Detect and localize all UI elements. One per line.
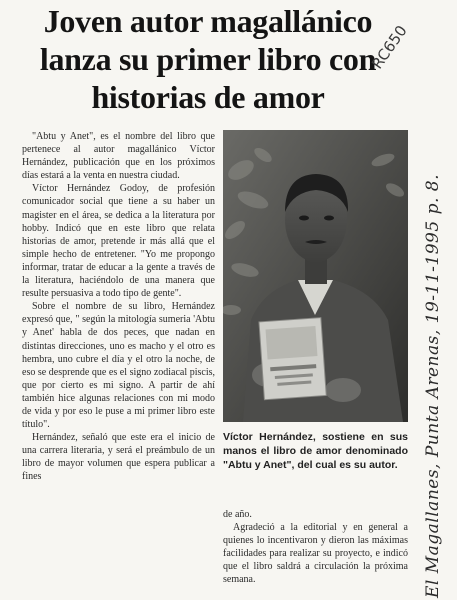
archive-stamp: RC650 xyxy=(368,22,411,73)
article-body-left xyxy=(22,130,215,484)
article-body-right xyxy=(223,508,408,587)
headline-line-3: historias de amor xyxy=(91,79,325,115)
paragraph-3: Sobre el nombre de su libro, Hernández expresó que, " según la mitología sumeria 'Abtu y Anet' habla de dos peces, que nadan en distintas direcciones, uno es macho y el otro es hembra, uno cubre el día y el otro la noche, de eso se desprende que es el signo zodiacal piscis, que por cierto es mi signo. A partir de ahí también hice algunas relaciones con mi modo de vida y por eso le puse a mi primer libro este título". xyxy=(22,301,215,431)
headline xyxy=(28,2,388,116)
paragraph-continued: de año. xyxy=(223,509,252,520)
paragraph-1: "Abtu y Anet", es el nombre del libro que pertenece al autor magallánico Víctor Hernández, publicación que en los próximos días estará a la venta en nuestra ciudad. xyxy=(22,131,215,182)
paragraph-4: Hernández, señaló que este era el inicio de una carrera literaria, y será el preámbulo de un libro de mayor volumen que espera publicar a fines xyxy=(22,432,215,483)
photo-caption: Víctor Hernández, sostiene en sus manos el libro de amor denominado "Abtu y Anet", del cual es su autor. xyxy=(223,431,408,471)
headline-line-2: lanza su primer libro con xyxy=(39,41,377,77)
paragraph-2: Víctor Hernández Godoy, de profesión comunicador social que tiene a su haber un magister en el área, se dedica a la literatura por hobby. Indicó que en este libro que relata historias de amor, pretende ir más allá que el simple hecho de entretener. "Yo me propongo informar, tratar de educar a la gente a través de la literatura, haciéndolo de una manera que resulte persuasiva a todo tipo de gente". xyxy=(22,183,215,300)
headline-line-1: Joven autor magallánico xyxy=(43,3,373,39)
author-photo xyxy=(223,130,408,422)
handwritten-source-note: El Magallanes, Punta Arenas, 19-11-1995 p. 8. xyxy=(423,174,443,598)
paragraph-5: Agradeció a la editorial y en general a quienes lo incentivaron y dieron las máximas facilidades para realizar su proyecto, e indicó que el libro saldrá a circulación la próxima semana. xyxy=(223,522,408,586)
